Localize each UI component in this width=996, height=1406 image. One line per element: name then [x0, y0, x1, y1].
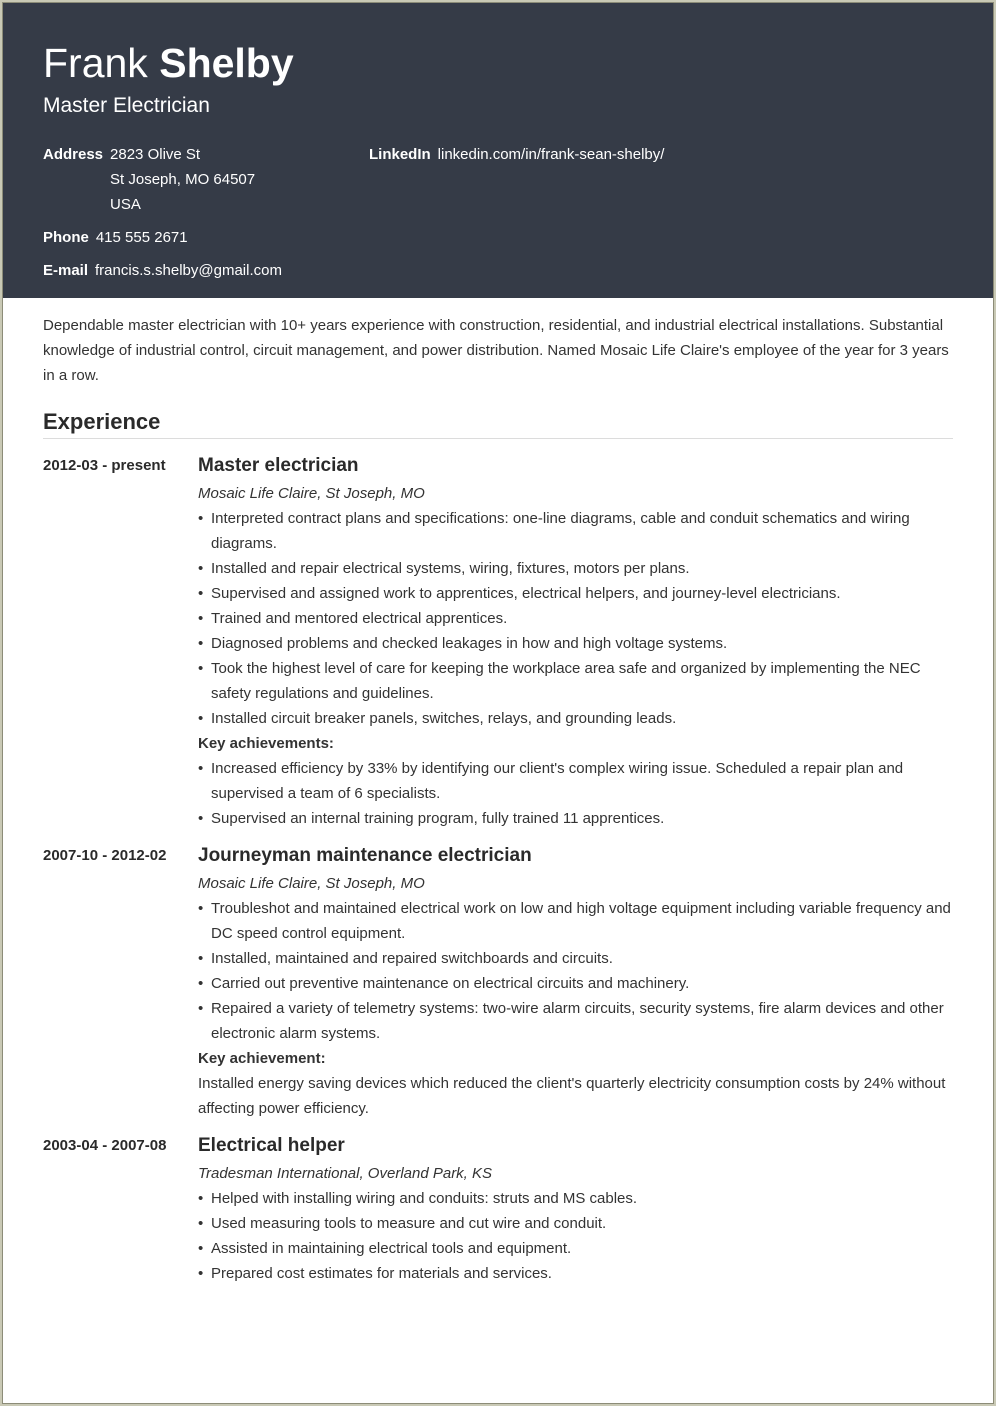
duty-item: • Assisted in maintaining electrical tools and equipment. [198, 1236, 958, 1261]
job-role: Journeyman maintenance electrician [198, 845, 532, 866]
duty-list [198, 896, 958, 1046]
phone-value: 415 555 2671 [95, 229, 188, 246]
duty-list [198, 506, 958, 731]
contact-linkedin [369, 142, 664, 167]
job-company: Mosaic Life Claire, St Joseph, MO [198, 485, 425, 502]
achievement-list [198, 756, 958, 831]
achievement-item: • Increased efficiency by 33% by identifying our client's complex wiring issue. Scheduled a repair plan and supervised a team of 6 specialists. [198, 756, 958, 806]
job-role: Master electrician [198, 455, 359, 476]
duty-item: • Installed, maintained and repaired switchboards and circuits. [198, 946, 958, 971]
job-company: Mosaic Life Claire, St Joseph, MO [198, 875, 425, 892]
contact-email [43, 258, 282, 283]
job-dates: 2003-04 - 2007-08 [43, 1137, 167, 1154]
email-label: E-mail [43, 262, 89, 279]
duty-item: • Installed circuit breaker panels, switches, relays, and grounding leads. [198, 706, 958, 731]
address-line: USA [110, 196, 141, 213]
resume-header [3, 3, 993, 298]
duty-item: • Trained and mentored electrical apprentices. [198, 606, 958, 631]
duty-item: • Repaired a variety of telemetry systems: two-wire alarm circuits, security systems, fire alarm devices and other electronic alarm systems. [198, 996, 958, 1046]
resume-page [2, 2, 994, 1404]
address-line: 2823 Olive St [110, 146, 201, 163]
job-dates: 2012-03 - present [43, 457, 166, 474]
job-body [198, 843, 958, 1121]
duty-item: • Prepared cost estimates for materials and services. [198, 1261, 958, 1286]
duty-item: • Helped with installing wiring and conduits: struts and MS cables. [198, 1186, 958, 1211]
linkedin-link[interactable]: linkedin.com/in/frank-sean-shelby/ [437, 146, 665, 163]
job-company: Tradesman International, Overland Park, KS [198, 1165, 493, 1182]
linkedin-label: LinkedIn [369, 146, 431, 163]
address-label: Address [43, 146, 104, 163]
full-name [43, 39, 294, 87]
duty-list [198, 1186, 958, 1286]
address-value [110, 142, 255, 217]
achievement-item: • Supervised an internal training program, fully trained 11 apprentices. [198, 806, 958, 831]
profile-summary: Dependable master electrician with 10+ years experience with construction, residential, and industrial electrical installations. Substantial knowledge of industrial control, circuit management, and power distribution. Named Mosaic Life Claire's employee of the year for 3 years in a row. [43, 317, 949, 384]
address-line: St Joseph, MO 64507 [110, 171, 256, 188]
job-body [198, 453, 958, 831]
contact-address [43, 142, 255, 217]
contact-phone [43, 225, 188, 250]
email-link[interactable]: francis.s.shelby@gmail.com [95, 262, 282, 279]
duty-item: • Carried out preventive maintenance on electrical circuits and machinery. [198, 971, 958, 996]
duty-item: • Troubleshot and maintained electrical work on low and high voltage equipment including variable frequency and DC speed control equipment. [198, 896, 958, 946]
last-name: Shelby [159, 40, 294, 86]
duty-item: • Diagnosed problems and checked leakages in how and high voltage systems. [198, 631, 958, 656]
job-body [198, 1133, 958, 1286]
experience-heading: Experience [43, 409, 161, 434]
job-role: Electrical helper [198, 1135, 345, 1156]
achievements-label: Key achievements: [198, 735, 334, 752]
achievement-text: Installed energy saving devices which reduced the client's quarterly electricity consumption costs by 24% without affecting power efficiency. [198, 1075, 946, 1117]
phone-label: Phone [43, 229, 89, 246]
section-divider [43, 438, 953, 439]
duty-item: • Supervised and assigned work to apprentices, electrical helpers, and journey-level electricians. [198, 581, 958, 606]
duty-item: • Interpreted contract plans and specifications: one-line diagrams, cable and conduit schematics and wiring diagrams. [198, 506, 958, 556]
first-name: Frank [43, 40, 148, 86]
job-title: Master Electrician [43, 94, 210, 117]
duty-item: • Used measuring tools to measure and cut wire and conduit. [198, 1211, 958, 1236]
job-dates: 2007-10 - 2012-02 [43, 847, 167, 864]
achievement-label: Key achievement: [198, 1050, 326, 1067]
duty-item: • Took the highest level of care for keeping the workplace area safe and organized by implementing the NEC safety regulations and guidelines. [198, 656, 958, 706]
duty-item: • Installed and repair electrical systems, wiring, fixtures, motors per plans. [198, 556, 958, 581]
